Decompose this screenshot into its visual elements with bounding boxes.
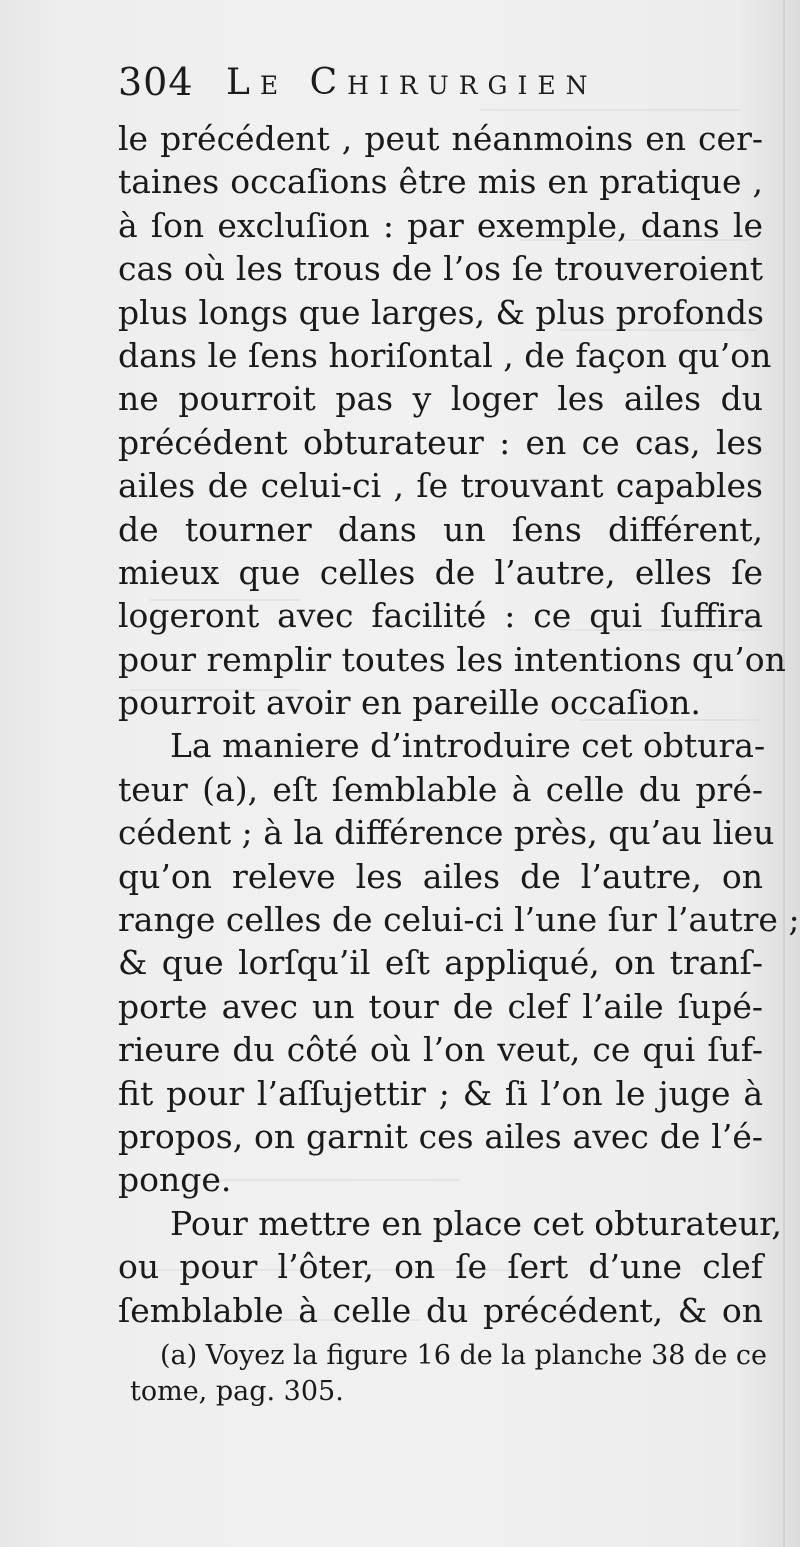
footnote [130, 1338, 767, 1410]
text-line: pourroit avoir en pareille occaſion. [118, 683, 701, 723]
text-line: taines occaſions être mis en pratique , [118, 162, 763, 202]
text-line: ſemblable à celle du précédent, & on [118, 1290, 763, 1330]
text-line: plus longs que larges, & plus profonds [118, 292, 764, 332]
text-line: à ſon excluſion : par exemple, dans le [118, 205, 763, 245]
text-line: ailes de celui-ci , ſe trouvant capables [118, 466, 763, 506]
text-line: qu’on releve les ailes de l’autre, on [118, 856, 763, 896]
text-line: fit pour l’aſſujettir ; & ſi l’on le juge à [118, 1073, 763, 1113]
page-header [118, 60, 758, 110]
text-line: & que lorſqu’il eſt appliqué, on tranſ- [118, 943, 763, 983]
text-line: logeront avec facilité : ce qui ſuffira [118, 596, 763, 636]
text-line: porte avec un tour de clef l’aile ſupé- [118, 986, 763, 1026]
footnote-line: tome, pag. 305. [130, 1376, 344, 1407]
text-line: précédent obturateur : en ce cas, les [118, 422, 763, 462]
text-line: cas où les trous de l’os ſe trouveroient [118, 249, 763, 289]
text-line: propos, on garnit ces ailes avec de l’é- [118, 1116, 763, 1156]
running-title: Le Chirurgien [226, 62, 598, 103]
text-line: de tourner dans un ſens différent, [118, 509, 763, 549]
text-line: pour remplir toutes les intentions qu’on [118, 639, 786, 679]
text-line: ou pour l’ôter, on ſe ſert d’une clef [118, 1247, 763, 1287]
text-line: mieux que celles de l’autre, elles ſe [118, 552, 763, 592]
text-line: La maniere d’introduire cet obtura- [170, 726, 766, 766]
text-line: dans le ſens horiſontal , de façon qu’on [118, 335, 772, 375]
text-line: le précédent , peut néanmoins en cer- [118, 119, 763, 158]
text-line: Pour mettre en place cet obturateur, [170, 1203, 782, 1243]
text-line: ne pourroit pas y loger les ailes du [118, 379, 763, 419]
text-line: teur (a), eſt ſemblable à celle du pré- [118, 769, 763, 809]
text-line: cédent ; à la différence près, qu’au lieu [118, 813, 775, 853]
page-number: 304 [118, 60, 194, 104]
text-line: rieure du côté où l’on veut, ce qui ſuf- [118, 1030, 763, 1070]
body-text [118, 117, 800, 1332]
text-line: ponge. [118, 1160, 232, 1200]
text-line: range celles de celui-ci l’une ſur l’autre ; [118, 900, 800, 940]
footnote-line: (a) Voyez la figure 16 de la planche 38 de ce [160, 1340, 767, 1371]
